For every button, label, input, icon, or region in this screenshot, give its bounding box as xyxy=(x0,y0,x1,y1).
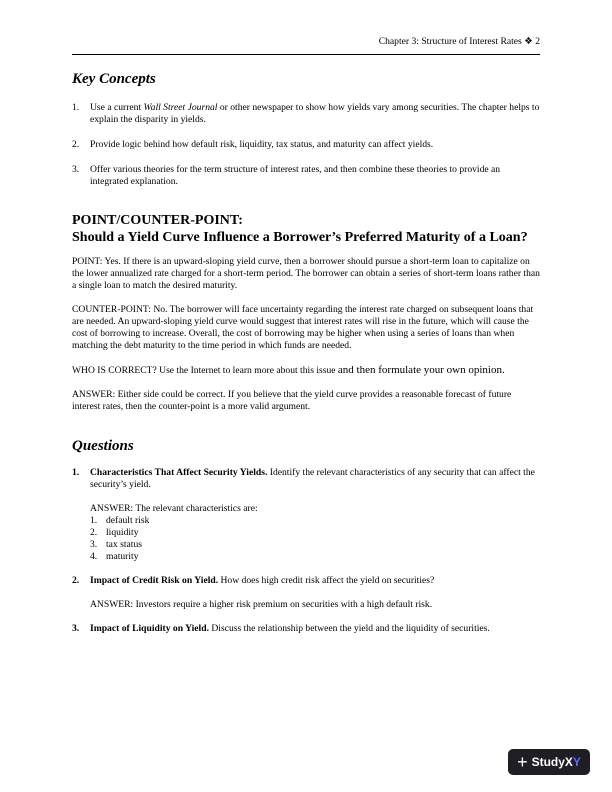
page-content xyxy=(72,70,540,635)
key-concepts-heading: Key Concepts xyxy=(72,71,156,87)
q1-answer-intro: ANSWER: The relevant characteristics are: xyxy=(90,503,258,514)
question-2: 2. Impact of Credit Risk on Yield. How does high credit risk affect the yield on securities? xyxy=(72,575,435,586)
key-concept-item: 2. Provide logic behind how default risk, liquidity, tax status, and maturity can affect yields. xyxy=(72,139,434,150)
list-item: 1. default risk xyxy=(90,515,150,526)
header-ornament: ❖ xyxy=(524,36,533,47)
page-header xyxy=(72,36,540,55)
document-page xyxy=(72,0,540,792)
question-3: 3. Impact of Liquidity on Yield. Discuss the relationship between the yield and the liquidity of securities. xyxy=(72,623,490,634)
who-is-correct-paragraph: WHO IS CORRECT? Use the Internet to learn more about this issue and then formulate your own opinion. xyxy=(72,364,505,376)
questions-heading: Questions xyxy=(72,438,134,454)
q1-answer-list xyxy=(72,515,540,563)
key-concepts-list xyxy=(72,102,540,188)
list-item: 4. maturity xyxy=(90,551,139,562)
point-paragraph: POINT: Yes. If there is an upward-sloping yield curve, then a borrower should pursue a short-term loan to capitalize on the lower annualized rate charged for a short-term period. The borrower can obtain a series of short-term loans rather than a single loan to match the desired maturity. xyxy=(72,256,540,291)
q2-answer: ANSWER: Investors require a higher risk premium on securities with a high default risk. xyxy=(90,599,433,610)
key-concept-item: 3. Offer various theories for the term structure of interest rates, and then combine these theories to provide an integrated explanation. xyxy=(72,164,501,187)
plus-icon: + xyxy=(517,752,528,772)
badge-label: StudyXY xyxy=(531,755,581,769)
header-title: Chapter 3: Structure of Interest Rates xyxy=(378,36,522,47)
studyx-badge[interactable] xyxy=(508,749,590,775)
list-item: 2. liquidity xyxy=(90,527,139,538)
page-number: 2 xyxy=(535,36,540,47)
list-item: 3. tax status xyxy=(90,539,142,550)
counter-point-paragraph: COUNTER-POINT: No. The borrower will face uncertainty regarding the interest rate charged on subsequent loans that are needed. An upward-sloping yield curve would suggest that interest rates will rise in the future, which will cause the cost of borrowing to increase. Overall, the cost of borrowing may be higher when using a series of loans than when matching the debt maturity to the time period in which funds are needed. xyxy=(72,304,534,351)
key-concept-item: 1. Use a current Wall Street Journal or other newspaper to show how yields vary among securities. The chapter helps to explain the disparity in yields. xyxy=(72,102,540,125)
point-counterpoint-title: POINT/COUNTER-POINT: Should a Yield Curve Influence a Borrower’s Preferred Maturity of a Loan? xyxy=(72,213,528,245)
pc-answer-paragraph: ANSWER: Either side could be correct. If you believe that the yield curve provides a reasonable forecast of future interest rates, then the counter-point is a more valid argument. xyxy=(72,389,512,412)
question-1: 1. Characteristics That Affect Security Yields. Identify the relevant characteristics of any security that can affect the security’s yield. xyxy=(72,467,535,490)
